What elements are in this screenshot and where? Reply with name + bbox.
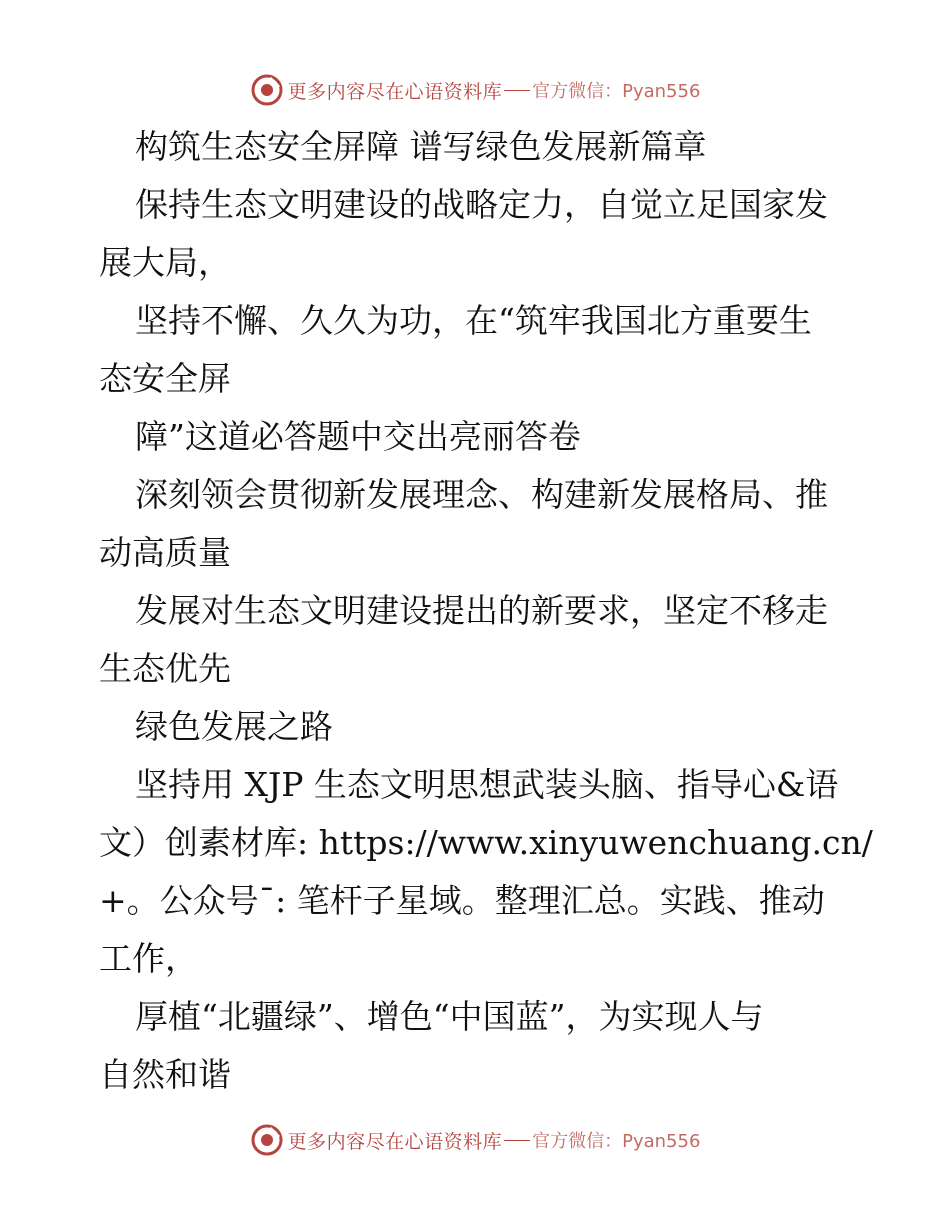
text-line: 坚持不懈、久久为功，在“筑牢我国北方重要生	[135, 301, 812, 340]
text-line: 深刻领会贯彻新发展理念、构建新发展格局、推	[135, 475, 828, 514]
text-line: 工作，	[99, 939, 198, 978]
text-line: 发展对生态文明建设提出的新要求，坚定不移走	[135, 591, 828, 630]
document-title: 构筑生态安全屏障 谱写绿色发展新篇章	[135, 127, 707, 166]
text-line: 障”这道必答题中交出亮丽答卷	[135, 417, 581, 456]
watermark-dash	[504, 90, 530, 91]
text-line: 绿色发展之路	[135, 707, 333, 746]
watermark-main-text: 更多内容尽在心语资料库	[287, 80, 503, 103]
text-line: 生态优先	[99, 649, 231, 688]
text-line: 动高质量	[99, 533, 231, 572]
text-line: 自然和谐	[99, 1055, 231, 1094]
text-line: 态安全屏	[99, 359, 231, 398]
text-line: 保持生态文明建设的战略定力，自觉立足国家发	[135, 185, 828, 224]
watermark-dash	[504, 1140, 530, 1141]
text-line: 展大局，	[99, 243, 231, 282]
text-line: +。公众号¯: 笔杆子星域。整理汇总。实践、推动	[99, 881, 825, 920]
watermark-main-text: 更多内容尽在心语资料库	[287, 1130, 503, 1153]
document-body	[99, 118, 873, 1104]
text-line: 厚植“北疆绿”、增色“中国蓝”，为实现人与	[135, 997, 764, 1036]
text-line: 坚持用 XJP 生态文明思想武装头脑、指导心&语	[135, 765, 839, 804]
header-watermark	[0, 70, 950, 110]
footer-watermark	[0, 1120, 950, 1160]
brand-logo-icon	[250, 73, 284, 107]
text-line: 文）创素材库: https://www.xinyuwenchuang.cn/	[99, 823, 873, 862]
watermark-sub-text: 官方微信：Pyan556	[532, 81, 701, 102]
brand-logo-icon	[250, 1123, 284, 1157]
watermark-sub-text: 官方微信：Pyan556	[532, 1131, 701, 1152]
